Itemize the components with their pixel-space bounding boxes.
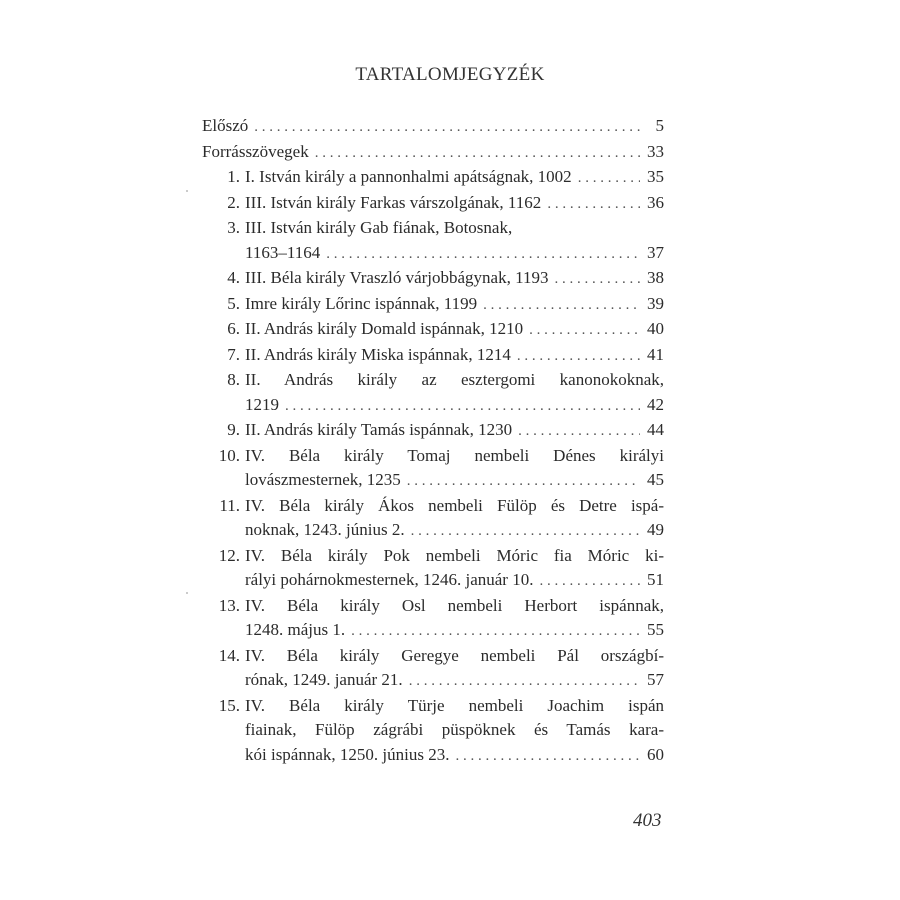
toc-entry[interactable] <box>202 165 664 191</box>
toc-page-number: 38 <box>647 268 664 287</box>
toc-entry-title: II. András király Tamás ispánnak, 1230 <box>245 420 513 439</box>
toc-entry-title: II. András király az esztergomi kanonokoknak, <box>245 370 664 389</box>
dot-leader <box>254 115 640 140</box>
toc-entry[interactable] <box>202 544 664 594</box>
toc-entry-title: III. István király Farkas várszolgának, 1162 <box>245 192 542 212</box>
page-title: TARTALOMJEGYZÉK <box>355 64 545 85</box>
toc-entry[interactable] <box>202 444 664 494</box>
toc-entry-title: III. Béla király Vraszló várjobbágynak, 1193 <box>245 268 549 287</box>
dot-leader <box>539 569 640 594</box>
dot-leader <box>315 141 640 166</box>
toc-entry-number: 7. <box>227 344 240 364</box>
toc-page-number: 35 <box>647 167 664 186</box>
toc-page-number: 37 <box>647 242 664 262</box>
scan-speck <box>186 190 188 192</box>
toc-entry[interactable] <box>202 494 664 544</box>
toc-entry-title: Forrásszövegek <box>202 141 309 161</box>
dot-leader <box>483 293 640 318</box>
table-of-contents <box>202 114 664 768</box>
toc-entry-title-continued: noknak, 1243. június 2. <box>245 520 405 539</box>
dot-leader <box>326 242 640 267</box>
toc-page-number: 36 <box>647 192 664 212</box>
toc-entry-title: II. András király Miska ispánnak, 1214 <box>245 344 511 364</box>
toc-page-number: 42 <box>647 394 664 414</box>
dot-leader <box>554 267 640 292</box>
toc-entry-number: 12. <box>218 545 240 565</box>
toc-page-number: 45 <box>647 470 664 489</box>
toc-page-number: 44 <box>647 420 664 439</box>
toc-entry-title-continued: 1219 <box>245 394 279 414</box>
toc-entry-title-continued: rályi pohárnokmesternek, 1246. január 10. <box>245 570 534 589</box>
dot-leader <box>547 192 640 217</box>
toc-entry-title-continued: kói ispánnak, 1250. június 23. <box>245 744 450 764</box>
toc-entry[interactable] <box>202 418 664 444</box>
dot-leader <box>351 619 640 644</box>
toc-entry-title-continued: 1248. május 1. <box>245 620 346 639</box>
toc-entry-title: I. István király a pannonhalmi apátságnak, 1002 <box>245 167 572 186</box>
dot-leader <box>411 519 640 544</box>
toc-page-number: 60 <box>647 744 664 764</box>
dot-leader <box>455 744 640 769</box>
toc-entry-title: IV. Béla király Osl nembeli Herbort ispánnak, <box>245 595 664 615</box>
dot-leader <box>407 469 640 494</box>
toc-entry-title-continued: 1163–1164 <box>245 242 321 262</box>
toc-entry[interactable] <box>202 644 664 694</box>
toc-entry-title: III. István király Gab fiának, Botosnak, <box>245 218 513 237</box>
toc-entry-number: 1. <box>227 167 240 186</box>
toc-page-number: 49 <box>647 520 664 539</box>
toc-page-number: 41 <box>647 344 664 364</box>
toc-entry[interactable] <box>202 266 664 292</box>
dot-leader <box>285 394 640 419</box>
toc-entry-number: 9. <box>227 420 240 439</box>
toc-entry-title: IV. Béla király Tomaj nembeli Dénes királyi <box>245 445 664 465</box>
dot-leader <box>409 669 640 694</box>
toc-entry-title: Előszó <box>202 116 249 135</box>
toc-page-number: 40 <box>647 319 664 338</box>
toc-entry-number: 14. <box>218 645 240 665</box>
toc-entry-title: II. András király Domald ispánnak, 1210 <box>245 319 524 338</box>
toc-entry[interactable] <box>202 594 664 644</box>
page-number-folio: 403 <box>633 810 662 831</box>
toc-entry-number: 6. <box>227 319 240 338</box>
toc-entry-title: IV. Béla király Ákos nembeli Fülöp és Detre ispá- <box>245 495 664 515</box>
toc-entry-number: 8. <box>227 370 240 389</box>
toc-entry[interactable] <box>202 317 664 343</box>
dot-leader <box>578 166 640 191</box>
toc-entry[interactable] <box>202 114 664 140</box>
dot-leader <box>529 318 640 343</box>
toc-entry-number: 3. <box>227 218 240 237</box>
toc-entry[interactable] <box>202 343 664 369</box>
scan-speck <box>186 592 188 594</box>
toc-page-number: 33 <box>647 141 664 161</box>
toc-page-number: 55 <box>647 620 664 639</box>
toc-entry-title-continued: lovászmesternek, 1235 <box>245 470 401 489</box>
toc-entry[interactable] <box>202 292 664 318</box>
toc-entry[interactable] <box>202 140 664 166</box>
toc-entry-title-continued: fiainak, Fülöp zágrábi püspöknek és Tamás kara- <box>245 720 664 739</box>
toc-entry[interactable] <box>202 216 664 266</box>
toc-entry-number: 4. <box>227 268 240 287</box>
toc-entry-number: 11. <box>219 495 240 515</box>
toc-entry-number: 5. <box>227 293 240 313</box>
toc-entry-title: IV. Béla király Pok nembeli Móric fia Móric ki- <box>245 545 664 565</box>
toc-entry[interactable] <box>202 368 664 418</box>
toc-entry-number: 10. <box>218 445 240 465</box>
toc-entry-title: Imre király Lőrinc ispánnak, 1199 <box>245 293 478 313</box>
toc-entry-number: 13. <box>218 595 240 615</box>
toc-entry[interactable] <box>202 694 664 769</box>
toc-entry-number: 15. <box>218 695 240 715</box>
dot-leader <box>518 419 640 444</box>
dot-leader <box>517 344 640 369</box>
toc-entry-title-continued: rónak, 1249. január 21. <box>245 670 403 689</box>
toc-entry-title: IV. Béla király Türje nembeli Joachim ispán <box>245 695 664 715</box>
toc-entry[interactable] <box>202 191 664 217</box>
toc-page-number: 5 <box>655 116 664 135</box>
toc-entry-title: IV. Béla király Geregye nembeli Pál országbí- <box>245 645 664 665</box>
toc-page-number: 51 <box>647 570 664 589</box>
toc-entry-number: 2. <box>227 192 240 212</box>
toc-page-number: 39 <box>647 293 664 313</box>
toc-page-number: 57 <box>647 670 664 689</box>
